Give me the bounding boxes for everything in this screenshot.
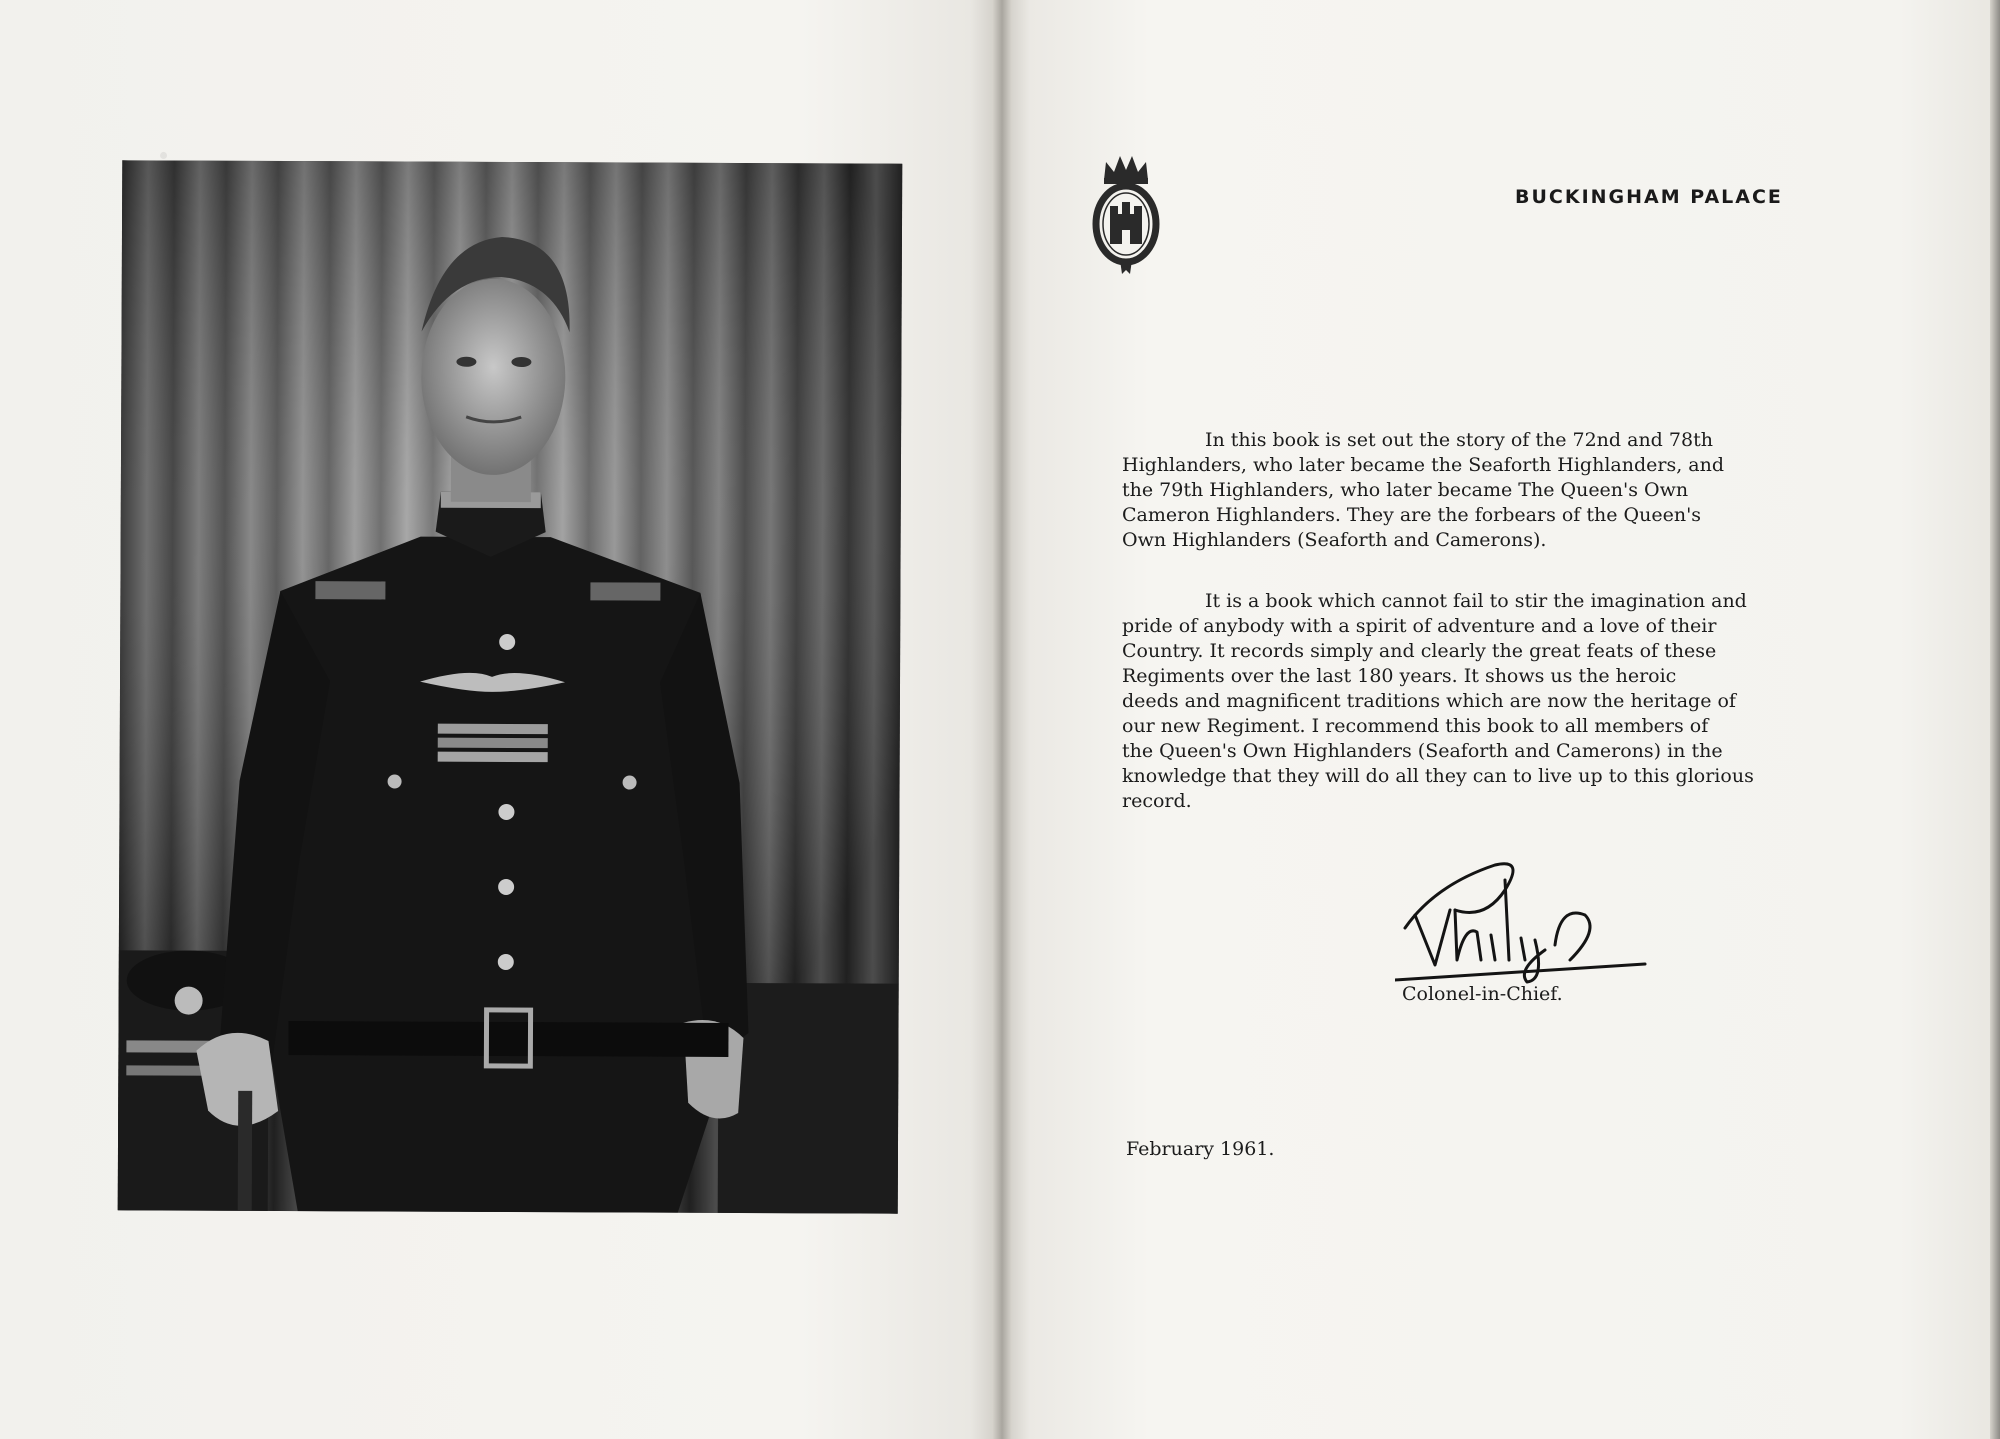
page-edge [1990,0,2000,1439]
royal-crest-icon [1092,152,1160,276]
paragraph-2: It is a book which cannot fail to stir the imagination and pride of anybody with a spirit of adventure and a love of their Country. It records simply and clearly the great feats of these Regiments over the last 180 years. It shows us the heroic deeds and magnificent traditions which are now the heritage of our new Regiment. I recommend this book to all members of the Queen's Own Highlanders (Seaforth and Camerons) in the knowledge that they will do all they can to live up to this glorious record. [1122,590,1754,812]
letter-date: February 1961. [1126,1138,1275,1160]
signature-title: Colonel-in-Chief. [1402,983,1563,1005]
paragraph-1: In this book is set out the story of the 72nd and 78th Highlanders, who later became the Seaforth Highlanders, and the 79th Highlanders, who later became The Queen's Own Cameron Highlanders. They are the forbears of the Queen's Own Highlanders (Seaforth and Camerons). [1122,429,1725,551]
letter-body [1122,428,1842,850]
book-gutter [992,0,1012,1439]
bleed-through-text: . [155,108,173,171]
portrait-photo [118,160,903,1213]
page-header: BUCKINGHAM PALACE [1515,186,1783,208]
handwritten-signature [1395,820,1655,985]
